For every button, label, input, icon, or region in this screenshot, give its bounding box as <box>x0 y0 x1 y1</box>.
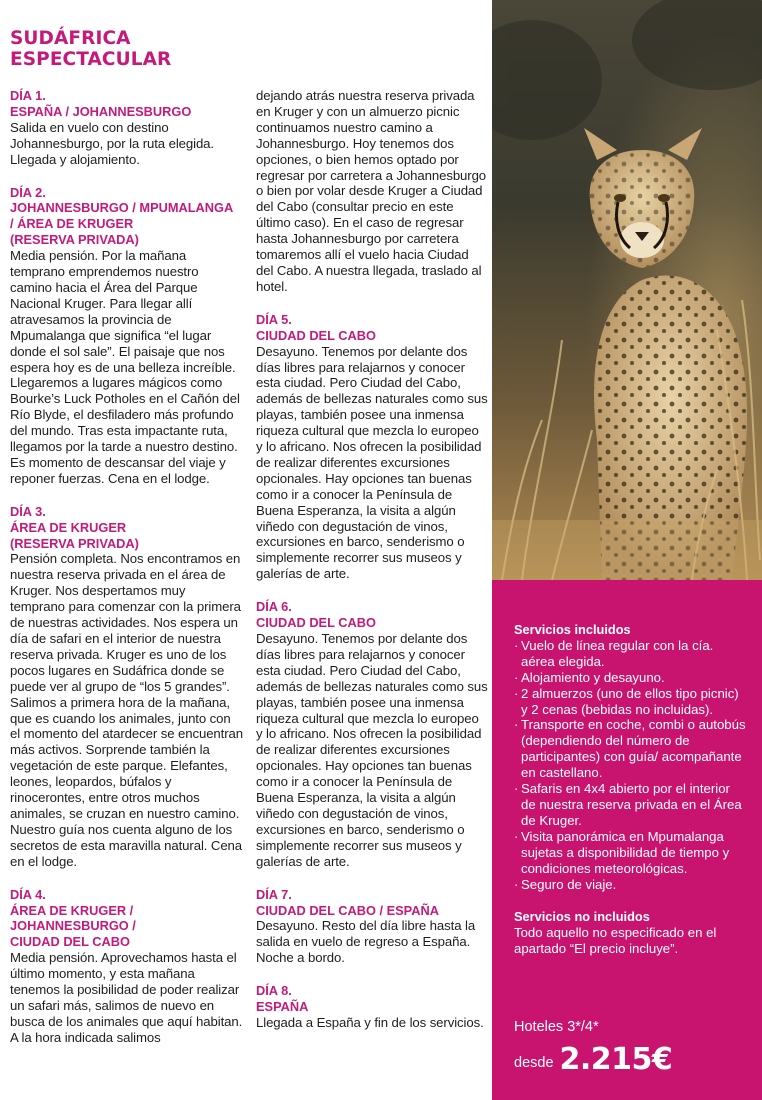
day-route: / ÁREA DE KRUGER <box>10 216 134 232</box>
day-route: ÁREA DE KRUGER / <box>10 902 134 918</box>
itinerary-column-middle <box>256 88 488 1048</box>
day-route: (RESERVA PRIVADA) <box>10 232 139 248</box>
day-description: Pensión completa. Nos encontramos en nuestra reserva privada en el área de Kruger. Nos despertamos muy temprano para comenzar con la primera de nuestras actividades. Nos espera un día de safari en el interior de nuestra reserva privada. Kruger es uno de los pocos lugares en Sudáfrica donde se puede ver al grupo de “los 5 grandes”. Salimos a primera hora de la mañana, que es cuando los animales, junto con el momento del atardecer se encuentran más activos. Sorprende también la vegetación de este parque. Elefantes, leones, leopardos, búfalos y rinocerontes, entre otros muchos animales, se cruzan en nuestro camino. Nuestro guía nos cuenta alguno de los secretos de esta maravilla natural. Cena en el lodge. <box>10 551 243 869</box>
day-route: CIUDAD DEL CABO / ESPAÑA <box>256 902 439 918</box>
list-item: · Safaris en 4x4 abierto por el interior de nuestra reserva privada en el Área de Kruger. <box>514 781 746 829</box>
list-item: · Alojamiento y desayuno. <box>514 670 746 686</box>
day-label: DÍA 7. <box>256 886 292 902</box>
title-line-2: ESPECTACULAR <box>10 49 172 70</box>
services-block <box>514 622 746 957</box>
day-6-heading <box>256 599 488 631</box>
list-item: · Seguro de viaje. <box>514 877 746 893</box>
info-panel <box>492 580 762 1100</box>
day-2-heading <box>10 185 243 249</box>
day-7 <box>256 887 488 967</box>
list-item: · Vuelo de línea regular con la cía. aérea elegida. <box>514 638 746 670</box>
list-item: · Transporte en coche, combi o autobús (dependiendo del número de participantes) con guía/ acompañante en castellano. <box>514 717 746 781</box>
cheetah-photo <box>492 0 762 580</box>
day-description: Desayuno. Tenemos por delante dos días libres para relajarnos y conocer esta ciudad. Pero Ciudad del Cabo, además de bellezas naturales como sus playas, también posee una inmensa riqueza cultural que mezcla lo europeo y lo africano. Nos ofrecen la posibilidad de realizar diferentes excursiones opcionales. Hay opciones tan buenas como ir a conocer la Península de Buena Esperanza, la visita a algún viñedo con degustación de vinos, excursiones en barco, senderismo o simplemente recorrer sus museos y galerías de arte. <box>256 343 488 582</box>
day-description: Media pensión. Por la mañana temprano emprendemos nuestro camino hacia el Área del Parque Nacional Kruger. Para llegar allí atravesamos la provincia de Mpumalanga que significa “el lugar donde el sol sale”. El paisaje que nos espera hoy es de una belleza increíble. Llegaremos a lugares mágicos como Bourke’s Luck Potholes en el Cañón del Río Blyde, el desfiladero más profundo del mundo. Tras esta impactante ruta, llegamos por la tarde a nuestro destino. Es momento de descansar del viaje y reponer fuerzas. Cena en el lodge. <box>10 248 240 486</box>
day-label: DÍA 8. <box>256 983 292 999</box>
day-4-heading <box>10 887 243 951</box>
services-not-included-title: Servicios no incluidos <box>514 909 650 925</box>
day-route: JOHANNESBURGO / MPUMALANGA <box>10 200 234 216</box>
itinerary-column-left <box>10 88 243 1063</box>
hotel-category: Hoteles 3*/4* <box>514 1019 599 1035</box>
day-label: DÍA 4. <box>10 886 46 902</box>
day-6 <box>256 599 488 869</box>
day-label: DÍA 6. <box>256 599 292 615</box>
day-2 <box>10 185 243 487</box>
day-7-heading <box>256 887 488 919</box>
services-not-included-text: Todo aquello no especificado en el apartado “El precio incluye”. <box>514 925 717 957</box>
page-title <box>10 28 250 70</box>
day-route: JOHANNESBURGO / <box>10 918 136 934</box>
day-route: (RESERVA PRIVADA) <box>10 535 139 551</box>
day-label: DÍA 1. <box>10 88 46 103</box>
price-from-label: desde <box>514 1055 554 1071</box>
day-8-heading <box>256 983 488 1015</box>
day-description: Llegada a España y fin de los servicios. <box>256 1014 484 1030</box>
day-description: Desayuno. Resto del día libre hasta la salida en vuelo de regreso a España. Noche a bordo. <box>256 918 476 966</box>
day-5-heading <box>256 312 488 344</box>
cheetah-illustration <box>492 0 762 580</box>
day-route: ÁREA DE KRUGER <box>10 519 127 535</box>
day-3 <box>10 504 243 870</box>
price-row <box>514 1042 672 1077</box>
services-included-title: Servicios incluidos <box>514 622 631 637</box>
price-value: 2.215€ <box>559 1042 673 1077</box>
day-description: Media pensión. Aprovechamos hasta el último momento, y esta mañana tenemos la posibilidad de poder realizar un safari más, salimos de nuevo en busca de los animales que aquí habitan. A la hora indicada salimos <box>10 950 243 1045</box>
day-5 <box>256 312 488 582</box>
day-1-heading <box>10 88 243 120</box>
list-item: · Visita panorámica en Mpumalanga sujetas a disponibilidad de tiempo y condiciones meteorológicas. <box>514 829 746 877</box>
day-4-continuation: dejando atrás nuestra reserva privada en Kruger y con un almuerzo picnic continuamos nuestro camino a Johannesburgo. Hoy tenemos dos opciones, o bien hemos optado por regresar por carretera a Johannesburgo o bien por volar desde Kruger a Ciudad del Cabo (consultar precio en este último caso). En el caso de regresar hasta Johannesburgo por carretera tomaremos allí el vuelo hacia Ciudad del Cabo. A nuestra llegada, traslado al hotel. <box>256 88 487 294</box>
day-8 <box>256 983 488 1031</box>
day-label: DÍA 2. <box>10 184 46 200</box>
list-item: · 2 almuerzos (uno de ellos tipo picnic) y 2 cenas (bebidas no incluidas). <box>514 686 746 718</box>
services-included-list <box>514 638 746 893</box>
day-route: ESPAÑA <box>256 999 309 1015</box>
day-3-heading <box>10 504 243 552</box>
day-route: CIUDAD DEL CABO <box>256 615 376 631</box>
day-4 <box>10 887 243 1046</box>
day-label: DÍA 3. <box>10 503 46 519</box>
day-label: DÍA 5. <box>256 311 292 327</box>
day-description: Salida en vuelo con destino Johannesburgo, por la ruta elegida. Llegada y alojamiento. <box>10 119 214 167</box>
title-line-1: SUDÁFRICA <box>10 28 131 49</box>
day-route: ESPAÑA / JOHANNESBURGO <box>10 103 192 119</box>
day-description: Desayuno. Tenemos por delante dos días libres para relajarnos y conocer esta ciudad. Pero Ciudad del Cabo, además de bellezas naturales como sus playas, también posee una inmensa riqueza cultural que mezcla lo europeo y lo africano. Nos ofrecen la posibilidad de realizar diferentes excursiones opcionales. Hay opciones tan buenas como ir a conocer la Península de Buena Esperanza, la visita a algún viñedo con degustación de vinos, excursiones en barco, senderismo o simplemente recorrer sus museos y galerías de arte. <box>256 631 488 869</box>
day-route: CIUDAD DEL CABO <box>256 327 376 343</box>
day-1 <box>10 88 243 168</box>
day-route: CIUDAD DEL CABO <box>10 934 130 950</box>
